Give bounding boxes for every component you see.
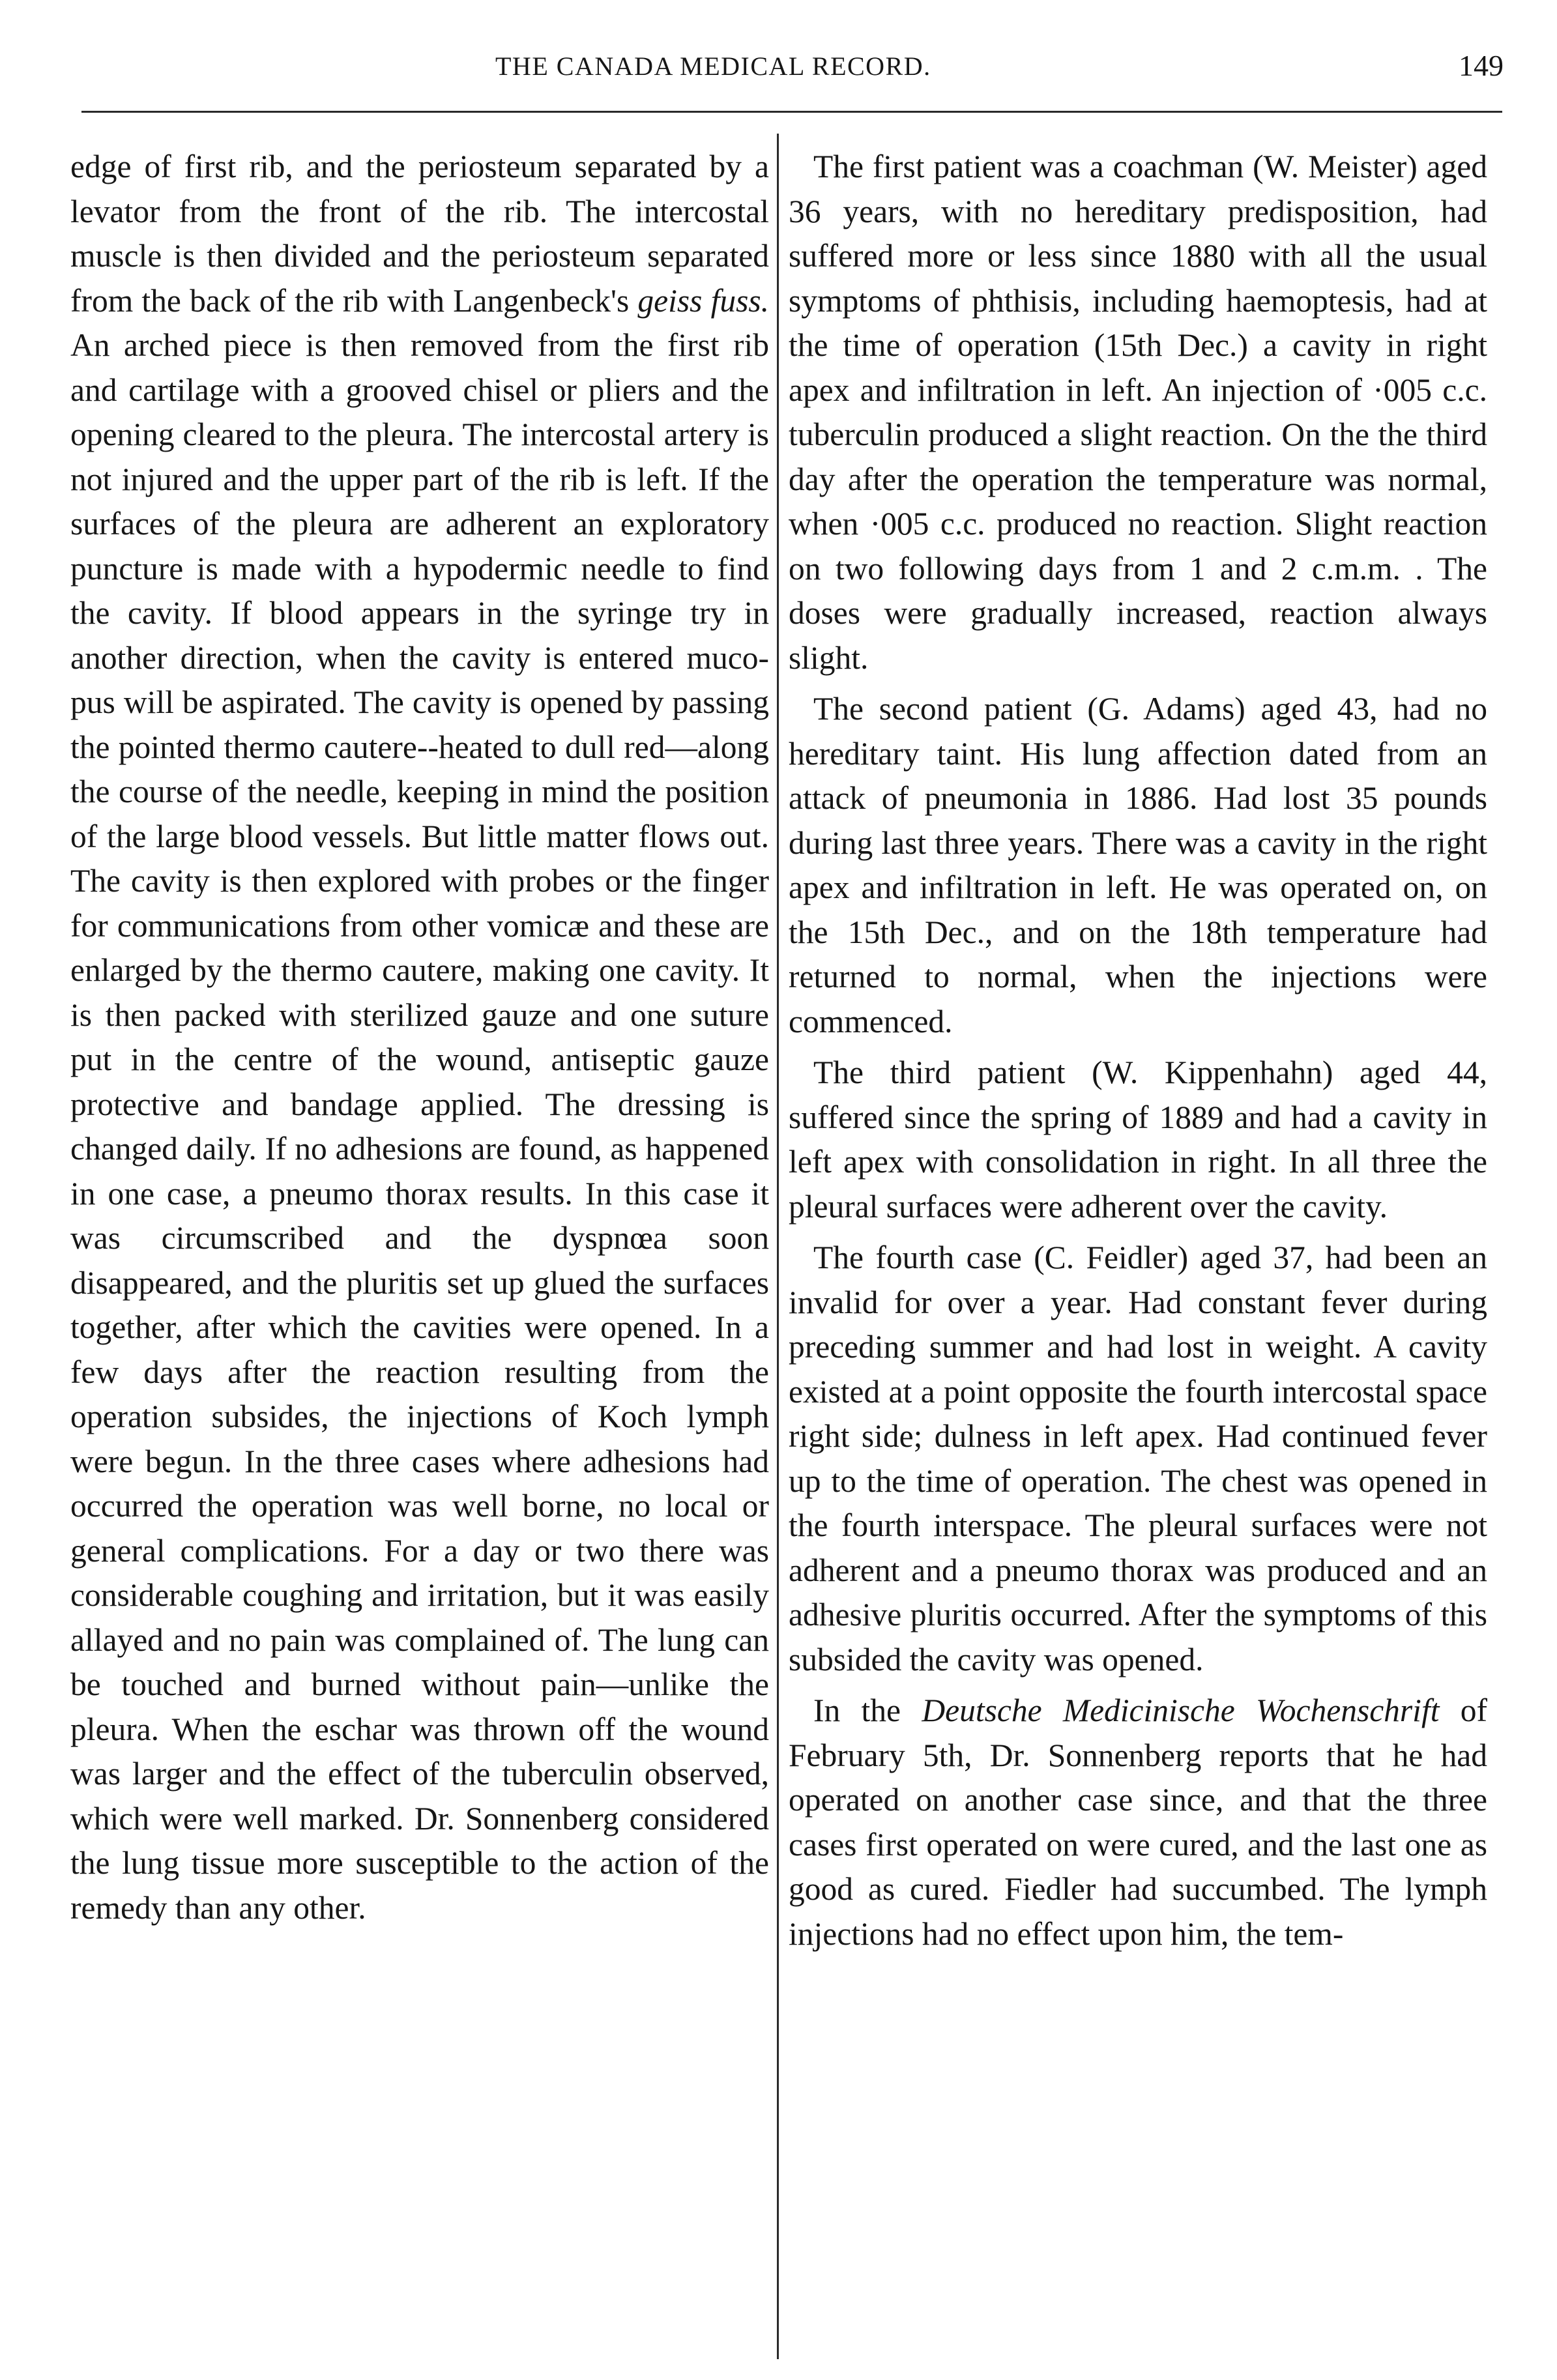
column-divider: [777, 134, 779, 2359]
right-paragraph-2: The second patient (G. Adams) aged 43, had no hereditary taint. His lung affection dated from an attack of pneumonia in 1886. Had lost 35 pounds during last three years. There was a cavity in the right apex and infiltration in left. He was operated on, on the 15th Dec., and on the 18th temperature had returned to normal, when the injections were commenced.: [789, 691, 1487, 1039]
right-paragraph-3: The third patient (W. Kippenhahn) aged 44, suffered since the spring of 1889 and had a cavity in left apex with consolidation in right. In all three the pleural surfaces were adherent over the cavity.: [789, 1054, 1487, 1225]
paragraph-text: An arched piece is then removed from the first rib and cartilage with a grooved chisel or pliers and the opening cleared to the pleura. The intercostal artery is not injured and the upper part of the rib is left. If the surfaces of the pleura are adherent an exploratory puncture is made with a hypodermic needle to find the cavity. If blood appears in the syringe try in another direction, when the cavity is entered muco-pus will be aspirated. The cavity is opened by passing the pointed thermo cautere--heated to dull red—along the course of the needle, keeping in mind the position of the large blood vessels. But little matter flows out. The cavity is then explored with probes or the finger for communications from other vomicæ and these are enlarged by the thermo cautere, making one cavity. It is then packed with sterilized gauze and one suture put in the centre of the wound, antiseptic gauze protective and bandage applied. The dressing is changed daily. If no adhesions are found, as happened in one case, a pneumo thorax results. In this case it was circumscribed and the dyspnœa soon disappeared, and the pluritis set up glued the surfaces together, after which the cavities were opened. In a few days after the reaction resulting from the operation subsides, the injections of Koch lymph were begun. In the three cases where adhesions had occurred the operation was well borne, no local or general complications. For a day or two there was considerable coughing and irritation, but it was easily allayed and no pain was complained of. The lung can be touched and burned without pain—unlike the pleura. When the eschar was thrown off the wound was larger and the effect of the tuberculin observed, which were well marked. Dr. Sonnenberg considered the lung tissue more susceptible to the action of the remedy than any other.: [70, 327, 769, 1926]
right-column: [789, 145, 1487, 1963]
right-paragraph-5: [789, 1689, 1487, 1956]
journal-citation: Deutsche Medicinische Wochenschrift: [922, 1692, 1440, 1728]
emphasis-term: geiss fuss.: [637, 282, 770, 319]
right-paragraph-1: The first patient was a coachman (W. Meister) aged 36 years, with no hereditary predisposition, had suffered more or less since 1880 with all the usual symptoms of phthisis, including haemoptesis, had at the time of operation (15th Dec.) a cavity in right apex and infiltration in left. An injection of ·005 c.c. tuberculin produced a slight reaction. On the the third day after the operation the temperature was normal, when ·005 c.c. produced no reaction. Slight reaction on two following days from 1 and 2 c.m.m. . The doses were gradually increased, reaction always slight.: [789, 149, 1487, 676]
paragraph-text: of February 5th, Dr. Sonnenberg reports that he had operated on another case since, and that the three cases first operated on were cured, and the last one as good as cured. Fiedler had succumbed. The lymph injections had no effect upon him, the tem-: [789, 1692, 1488, 1952]
right-paragraph-4: The fourth case (C. Feidler) aged 37, had been an invalid for over a year. Had constant fever during preceding summer and had lost in weight. A cavity existed at a point opposite the fourth intercostal space right side; dulness in left apex. Had continued fever up to the time of operation. The chest was opened in the fourth interspace. The pleural surfaces were not adherent and a pneumo thorax was produced and an adhesive pluritis occurred. After the symptoms of this subsided the cavity was opened.: [789, 1240, 1487, 1677]
left-column: [70, 145, 769, 1937]
running-head: [0, 0, 1557, 117]
header-rule: [81, 111, 1502, 113]
left-paragraph-1: [70, 145, 769, 1930]
page-number: 149: [1459, 49, 1504, 82]
paragraph-text: In the: [813, 1692, 922, 1728]
paragraph-text: edge of first rib, and the periosteum separated by a levator from the front of the rib. The intercostal muscle is then divided and the periosteum separated from the back of the rib with Langenbeck's: [70, 149, 769, 319]
journal-title: THE CANADA MEDICAL RECORD.: [495, 51, 931, 81]
